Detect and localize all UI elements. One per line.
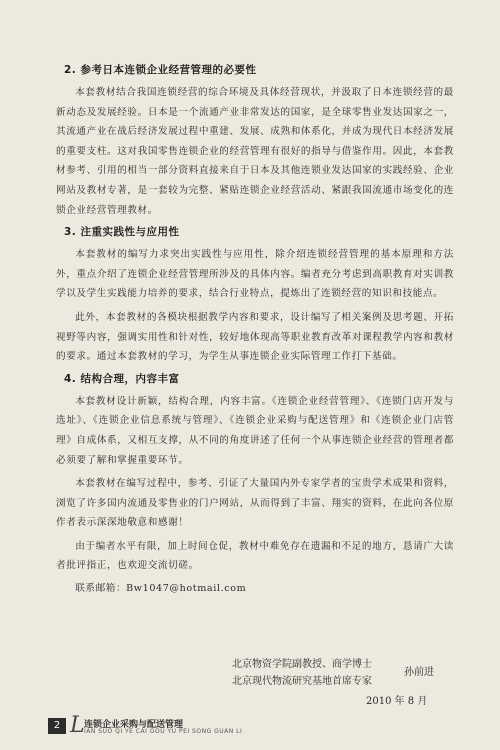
footer-logo-letter: L (70, 713, 85, 738)
signature-date: 2010 年 8 月 (366, 696, 428, 707)
contact-email: 联系邮箱：Bw1047@hotmail.com (75, 583, 247, 595)
page-footer (48, 715, 348, 739)
section-heading-3: 3. 注重实践性与应用性 (64, 226, 180, 239)
paragraph: 此外，本套教材的各模块根据教学内容和要求，设计编写了相关案例及思考题、开拓视野等内容，强调实用性和针对性，较好地体现高等职业教育改革对课程教学内容和教材的要求。通过本套教材的学习，为学生从事连锁企业实际管理工作打下基础。 (56, 311, 454, 363)
author-title-1: 北京物资学院副教授、商学博士 (232, 659, 372, 670)
paragraph: 本套教材的编写力求突出实践性与应用性，除介绍连锁经营管理的基本原理和方法外，重点介绍了连锁企业经营管理所涉及的具体内容。编者充分考虑到高职教育对实训教学以及学生实践能力培养的要求，结合行业特点，提炼出了连锁经营的知识和技能点。 (56, 249, 454, 300)
preface-body (56, 62, 454, 598)
footer-pinyin: IAN SUO QI YE CAI GOU YU PEI SONG GUAN LI (84, 728, 243, 735)
paragraph: 由于编者水平有限，加上时间仓促，教材中难免存在遗漏和不足的地方，恳请广大读者批评指正，也欢迎交流切磋。 (56, 540, 454, 572)
author-title-2: 北京现代物流研究基地首席专家 (232, 676, 372, 687)
section-heading-2: 2. 参考日本连锁企业经营管理的必要性 (64, 64, 257, 76)
section-heading-4: 4. 结构合理，内容丰富 (64, 372, 180, 385)
footer-book-title: 连锁企业采购与配送管理 (84, 720, 184, 730)
author-name: 孙前进 (404, 667, 434, 678)
paragraph: 本套教材结合我国连锁经营的综合环境及具体经营现状，并汲取了日本连锁经营的最新动态及发展经验。日本是一个流通产业非常发达的国家，是全球零售业发达国家之一，其流通产业在战后经济发展过程中重建、发展、成熟和体系化，并成为现代日本经济发展的重要支柱。这对我国零售连锁企业的经营管理有很好的指导与借鉴作用。因此，本套教材参考、引用的相当一部分资料直接来自于日本及其他连锁业发达国家的实践经验、企业网站及教材专著，是一套较为完整、紧贴连锁企业经营活动、紧跟我国流通市场变化的连锁企业经营管理教材。 (56, 87, 454, 216)
paragraph: 本套教材设计新颖，结构合理，内容丰富。《连锁企业经营管理》、《连锁门店开发与选址》、《连锁企业信息系统与管理》、《连锁企业采购与配送管理》和《连锁企业门店管理》自成体系，又相互支撑，从不同的角度讲述了任何一个从事连锁企业经营的管理者都必须要了解和掌握重要环节。 (56, 395, 454, 466)
paragraph: 本套教材在编写过程中，参考、引证了大量国内外专家学者的宝贵学术成果和资料，浏览了许多国内流通及零售业的门户网站，从而得到了丰富、翔实的资料，在此向各位原作者表示深深地敬意和感谢！ (56, 478, 454, 529)
page-number: 2 (48, 718, 66, 734)
